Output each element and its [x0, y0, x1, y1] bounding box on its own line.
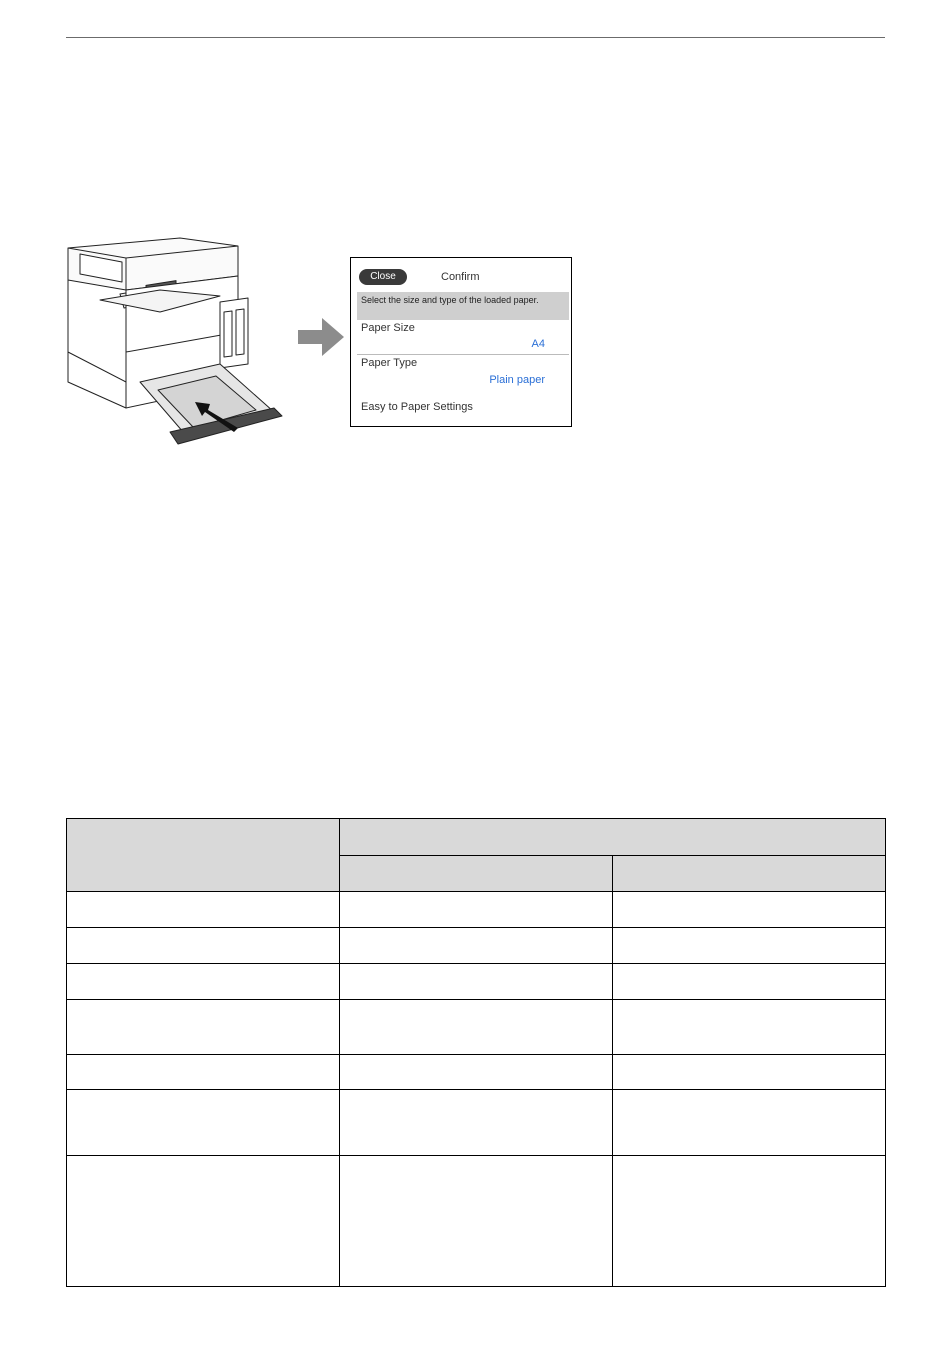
table-cell: [67, 1156, 340, 1287]
paper-size-label: Paper Size: [361, 322, 415, 334]
table-cell: [67, 1090, 340, 1156]
table-cell: [613, 1055, 886, 1090]
table-cell: [340, 1055, 613, 1090]
table-cell: [613, 928, 886, 964]
table-cell: [613, 892, 886, 928]
paper-type-label: Paper Type: [361, 357, 418, 369]
table-cell: [340, 1156, 613, 1287]
table-row: [67, 1156, 886, 1287]
lcd-divider: [357, 354, 569, 355]
table-row: [67, 1055, 886, 1090]
table-subheader-cell: [340, 856, 613, 892]
table-cell: [67, 928, 340, 964]
table-cell: [613, 1090, 886, 1156]
table-cell: [613, 1000, 886, 1055]
table-row: [67, 928, 886, 964]
table-row: [67, 892, 886, 928]
confirm-button[interactable]: Confirm: [441, 271, 480, 283]
lcd-message: Select the size and type of the loaded paper.: [357, 292, 569, 320]
table-cell: [340, 1000, 613, 1055]
header-rule: [66, 37, 885, 38]
table-row: [67, 1090, 886, 1156]
table-cell: [67, 892, 340, 928]
table-row: [67, 964, 886, 1000]
table-cell: [613, 1156, 886, 1287]
table-cell: [67, 1055, 340, 1090]
right-arrow-icon: [298, 318, 344, 356]
table-subheader-cell: [613, 856, 886, 892]
table-cell: [67, 964, 340, 1000]
table-cell: [340, 892, 613, 928]
printer-illustration: [60, 232, 288, 454]
table-body: [67, 892, 886, 1287]
table-cell: [67, 1000, 340, 1055]
paper-size-value[interactable]: A4: [531, 338, 545, 350]
close-button[interactable]: Close: [359, 269, 407, 285]
table-header-cell: [67, 819, 340, 892]
table-cell: [340, 928, 613, 964]
table-cell: [613, 964, 886, 1000]
lcd-paper-settings-screen: [350, 257, 572, 427]
easy-paper-settings-label[interactable]: Easy to Paper Settings: [361, 401, 473, 413]
paper-type-value[interactable]: Plain paper: [489, 374, 545, 386]
table-cell: [340, 1090, 613, 1156]
table-row: [67, 1000, 886, 1055]
specification-table: [66, 818, 886, 1287]
table-cell: [340, 964, 613, 1000]
table-header-cell: [340, 819, 886, 856]
